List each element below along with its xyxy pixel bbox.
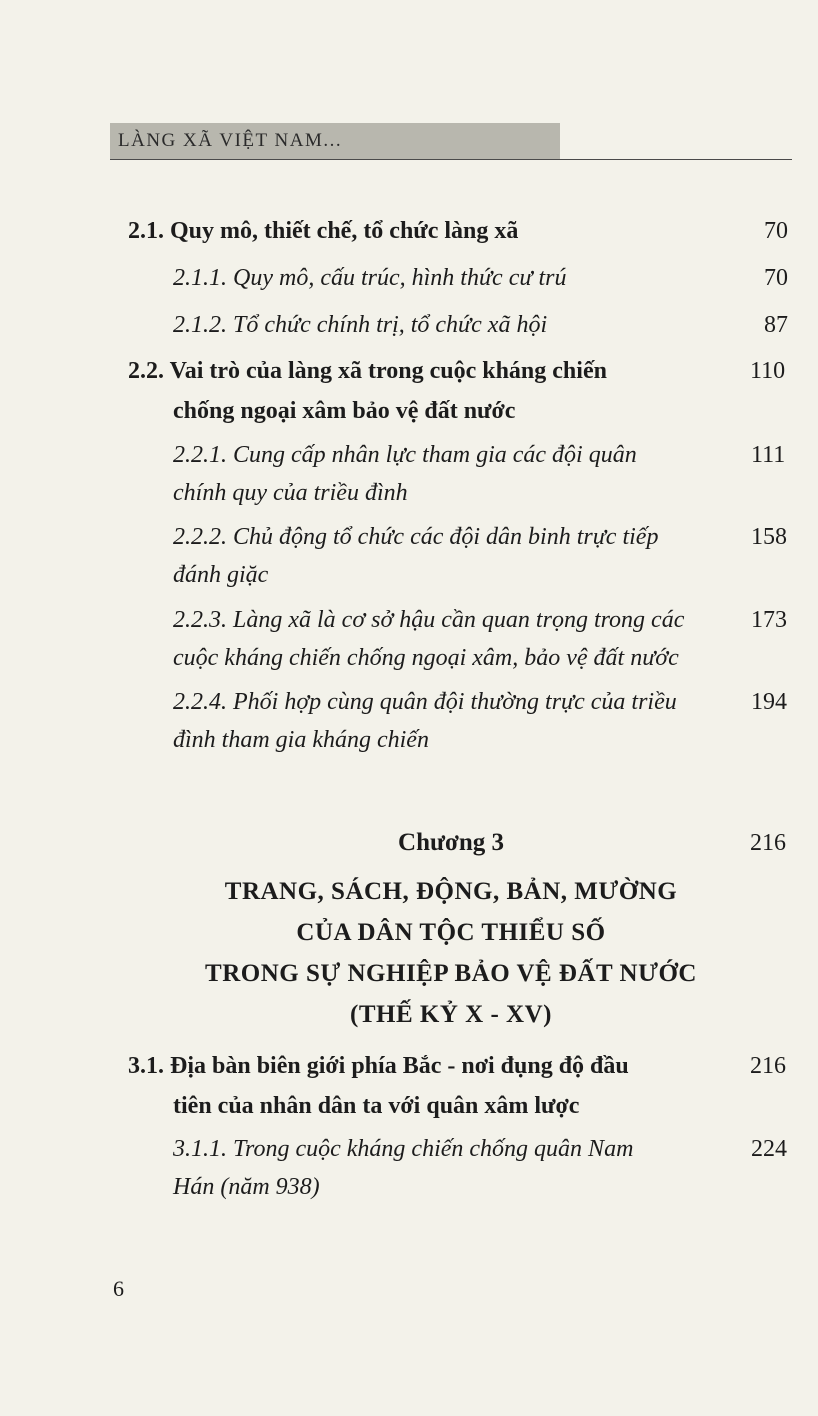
toc-entry-title-cont: chính quy của triều đình: [173, 480, 408, 506]
toc-entry-2-2-1: [173, 436, 792, 516]
header-rule: [110, 159, 792, 160]
chapter-title-line-2: CỦA DÂN TỘC THIỂU SỐ: [296, 919, 606, 946]
running-header: LÀNG XÃ VIỆT NAM...: [118, 130, 343, 151]
chapter-page: 216: [750, 830, 786, 856]
toc-entry-page: 216: [750, 1053, 786, 1079]
toc-entry-3-1: [128, 1047, 792, 1127]
chapter-title-line-4: (THẾ KỶ X - XV): [350, 1001, 552, 1028]
toc-entry-title: 2.2.2. Chủ động tổ chức các đội dân binh trực tiếp: [173, 524, 659, 550]
toc-entry-title: 3.1.1. Trong cuộc kháng chiến chống quân Nam: [173, 1136, 634, 1162]
toc-entry-page: 224: [751, 1136, 787, 1162]
chapter-label: Chương 3: [398, 829, 504, 856]
toc-entry-title: 3.1. Địa bàn biên giới phía Bắc - nơi đụng độ đầu: [128, 1053, 629, 1079]
toc-entry-page: 70: [764, 265, 788, 291]
toc-entry-page: 173: [751, 607, 787, 633]
toc-entry-title-cont: cuộc kháng chiến chống ngoại xâm, bảo vệ đất nước: [173, 645, 679, 671]
chapter-heading: [110, 824, 792, 862]
toc-entry-3-1-1: [173, 1130, 792, 1210]
toc-entry-page: 194: [751, 689, 787, 715]
toc-entry-2-2-3: [173, 601, 792, 681]
toc-entry-2-1-2: [173, 306, 792, 344]
toc-entry-2-1: [128, 212, 792, 250]
toc-entry-title: 2.2. Vai trò của làng xã trong cuộc kháng chiến: [128, 358, 607, 384]
toc-entry-page: 87: [764, 312, 788, 338]
toc-entry-title: 2.1.2. Tổ chức chính trị, tổ chức xã hội: [173, 312, 548, 338]
toc-entry-page: 158: [751, 524, 787, 550]
toc-entry-title-cont: tiên của nhân dân ta với quân xâm lược: [173, 1093, 580, 1119]
toc-entry-page: 110: [750, 358, 786, 384]
toc-entry-title: 2.1.1. Quy mô, cấu trúc, hình thức cư trú: [173, 265, 567, 291]
toc-entry-title-cont: đình tham gia kháng chiến: [173, 727, 429, 753]
chapter-title-line-3: TRONG SỰ NGHIỆP BẢO VỆ ĐẤT NƯỚC: [205, 960, 697, 987]
toc-entry-page: 111: [751, 442, 786, 468]
toc-entry-title-cont: đánh giặc: [173, 562, 269, 588]
toc-entry-2-2: [128, 352, 792, 432]
toc-entry-page: 70: [764, 218, 788, 244]
toc-entry-title: 2.2.1. Cung cấp nhân lực tham gia các đội quân: [173, 442, 637, 468]
toc-entry-title: 2.1. Quy mô, thiết chế, tổ chức làng xã: [128, 218, 519, 244]
toc-entry-2-1-1: [173, 259, 792, 297]
toc-entry-2-2-4: [173, 683, 792, 763]
page-number: 6: [113, 1276, 124, 1301]
toc-entry-2-2-2: [173, 518, 792, 598]
toc-entry-title: 2.2.3. Làng xã là cơ sở hậu cần quan trọng trong các: [173, 607, 685, 633]
toc-entry-title-cont: chống ngoại xâm bảo vệ đất nước: [173, 398, 516, 424]
toc-entry-title-cont: Hán (năm 938): [173, 1174, 320, 1200]
toc-entry-title: 2.2.4. Phối hợp cùng quân đội thường trực của triều: [173, 689, 677, 715]
chapter-title-line-1: TRANG, SÁCH, ĐỘNG, BẢN, MƯỜNG: [224, 878, 678, 905]
